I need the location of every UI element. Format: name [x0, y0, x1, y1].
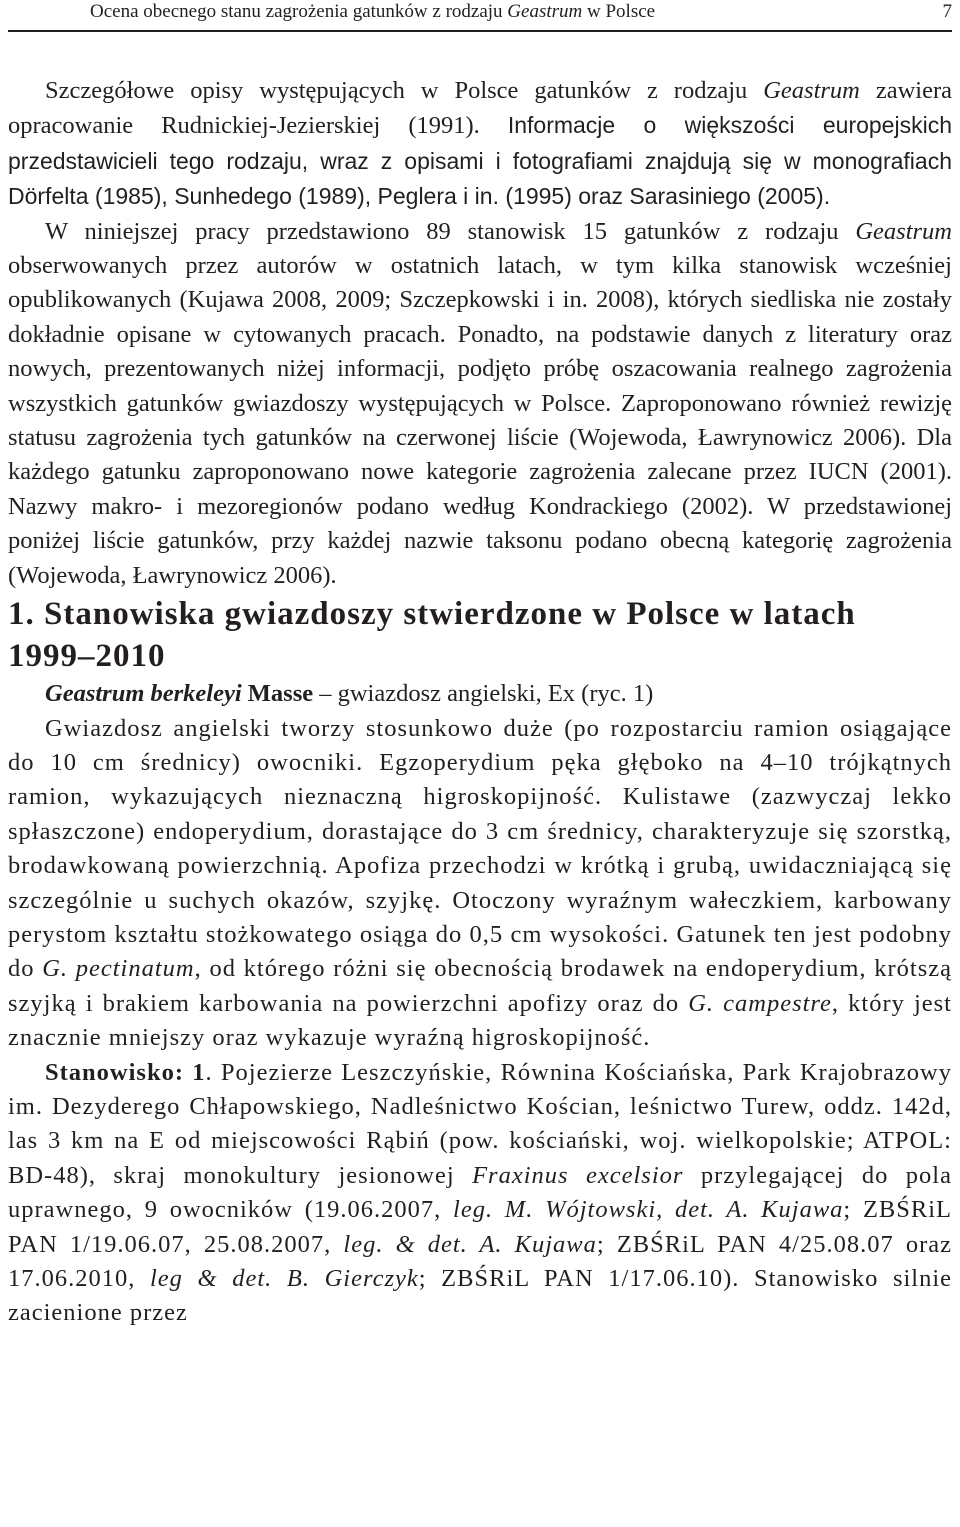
locality-record [8, 1056, 952, 1331]
locality-label: Stanowisko: 1 [45, 1058, 206, 1086]
species-heading [8, 677, 952, 711]
text-span: ; ZBŚRiL PAN 1/17.06.10). Stanowisko silnie zacienione przez [8, 1265, 953, 1327]
text-span: W niniejszej pracy przedstawiono 89 stanowisk 15 gatunków z rodzaju [45, 217, 856, 245]
taxon-name: Fraxinus excelsior [472, 1161, 684, 1189]
text-span: przylegającej do pola uprawnego, 9 owocników (19.06.2007, [8, 1161, 952, 1224]
text-span: , od którego różni się obecnością brodawek na endoperydium, krótszą szyjką i brakiem karbowania na powierzchni apofizy oraz do [8, 955, 953, 1017]
text-span: Gwiazdosz angielski tworzy stosunkowo duże (po rozpostarciu ramion osiągające do 10 cm średnicy) owocniki. Egzoperydium pęka głęboko na 4–10 trójkątnych ramion, wykazujących nieznaczną higroskopijność. Kulistawe (zazwyczaj lekko spłaszczone) endoperydium, dorastające do 3 cm średnicy, charakteryzuje się szorstką, brodawkowaną powierzchnią. Apofiza przechodzi w krótką i grubą, uwidaczniającą się szczególnie u suchych okazów, szyjkę. Otoczony wyraźnym wałeczkiem, karbowany perystom kształtu stożkowatego osiąga do 0,5 cm wysokości. Gatunek ten jest podobny do [8, 714, 952, 983]
section-title: 1. Stanowiska gwiazdoszy stwierdzone w Polsce w latach 1999–2010 [8, 596, 856, 675]
taxon-name: G. pectinatum [42, 955, 195, 983]
collector-note: leg & det. B. Gierczyk [150, 1265, 419, 1292]
running-title-suffix: w Polsce [582, 1, 656, 22]
collector-note: leg. M. Wójtowski, det. A. Kujawa [453, 1196, 844, 1224]
text-span: , który jest znacznie mniejszy oraz wykazuje wyraźną higroskopijność. [8, 989, 952, 1052]
species-author: Masse [247, 680, 314, 708]
species-common-name: – gwiazdosz angielski, Ex (ryc. 1) [313, 680, 654, 708]
running-title-text: Ocena obecnego stanu zagrożenia gatunków z rodzaju [90, 1, 508, 22]
running-header [8, 0, 952, 32]
species-name: Geastrum berkeleyi [45, 680, 242, 708]
text-span: ; ZBŚRiL PAN 1/19.06.07, 25.08.2007, [8, 1196, 953, 1258]
collector-note: leg. & det. A. Kujawa [343, 1230, 597, 1258]
text-span: zawiera opracowanie Rudnickiej-Jezierskiej (1991). [8, 77, 952, 140]
taxon-name: G. campestre [688, 989, 832, 1017]
text-span: obserwowanych przez autorów w ostatnich latach, w tym kilka stanowisk wcześniej opublikowanych (Kujawa 2008, 2009; Szczepkowski i in. 2008), których siedliska nie zostały dokładnie opisane w cytowanych pracach. Ponadto, na podstawie danych z literatury oraz nowych, prezentowanych niżej informacji, podjęto próbę oszacowania realnego zagrożenia wszystkich gatunków gwiazdoszy występujących w Polsce. Zaproponowano również rewizję statusu zagrożenia tych gatunków na czerwonej liście (Wojewoda, Ławrynowicz 2006). Dla każdego gatunku zaproponowano nowe kategorie zagrożenia zalecane przez IUCN (2001). Nazwy makro- i mezoregionów podano według Kondrackiego (2002). W przedstawionej poniżej liście gatunków, przy każdej nazwie taksonu podano obecną kategorię zagrożenia (Wojewoda, Ławrynowicz 2006). [8, 252, 952, 589]
text-span: . Pojezierze Leszczyńskie, Równina Kościańska, Park Krajobrazowy im. Dezyderego Chłapowskiego, Nadleśnictwo Kościan, leśnictwo Turew, oddz. 142d, las 3 km na E od miejscowości Rąbiń (pow. kościański, woj. wielkopolskie; ATPOL: BD-48), skraj monokultury jesionowej [8, 1058, 952, 1189]
species-description [8, 712, 952, 1056]
paragraph-methods [8, 215, 952, 593]
text-span: ; ZBŚRiL PAN 4/25.08.07 oraz 17.06.2010, [8, 1230, 953, 1292]
running-title-genus: Geastrum [507, 1, 583, 22]
running-title [90, 0, 655, 24]
text-span-sans: Informacje o większości europejskich przedstawicieli tego rodzaju, wraz z opisami i fotografiami znajdują się w monografiach Dörfelta (1985), Sunhedego (1989), Peglera i in. (1995) oraz Sarasiniego (2005). [8, 112, 952, 210]
paragraph-intro [8, 74, 952, 215]
genus-name: Geastrum [763, 77, 860, 104]
page-number: 7 [942, 1, 952, 22]
article-body [8, 74, 952, 1331]
text-span: Szczegółowe opisy występujących w Polsce gatunków z rodzaju [45, 77, 764, 104]
genus-name: Geastrum [855, 217, 952, 245]
